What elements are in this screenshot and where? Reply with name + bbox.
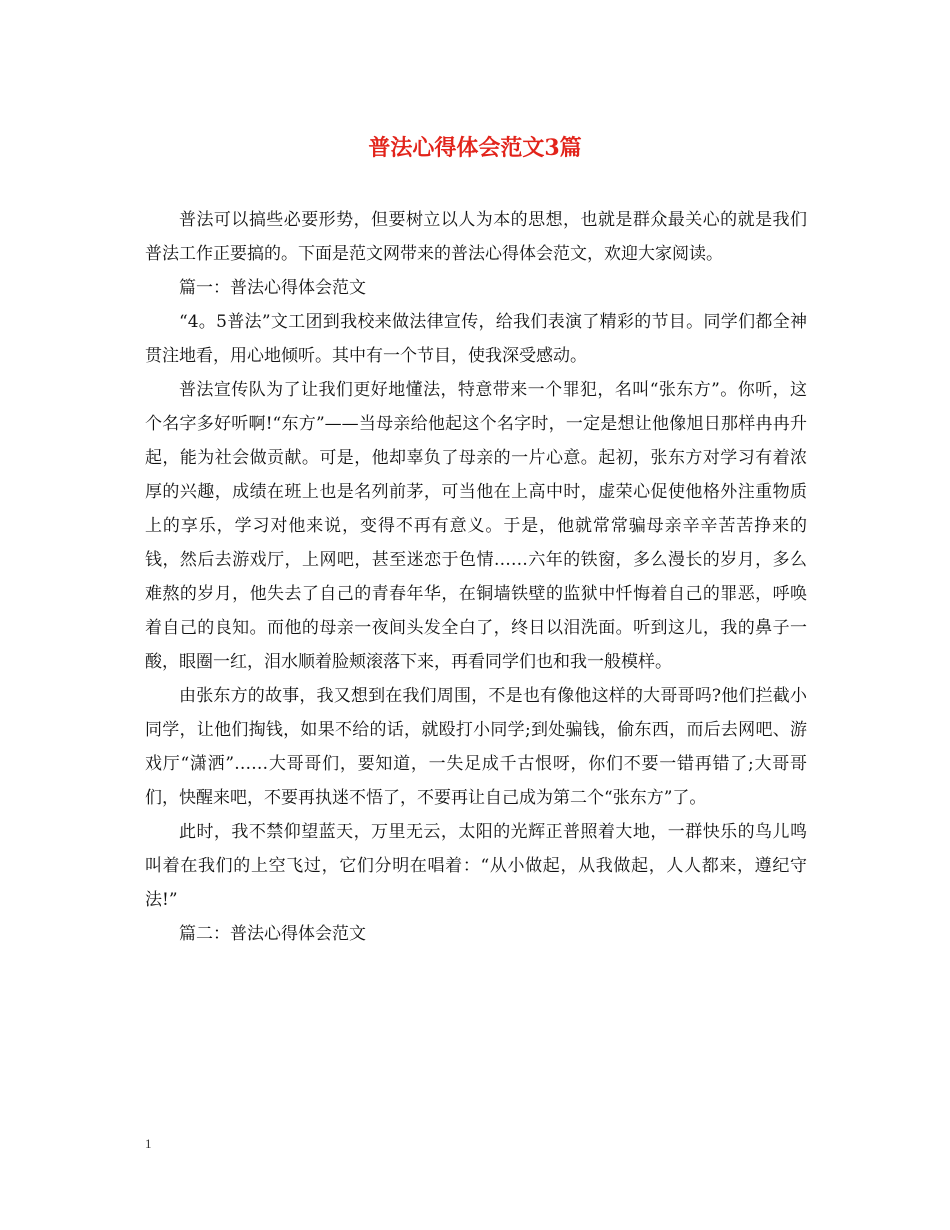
page-number: 1	[145, 1136, 152, 1151]
body-paragraph: 由张东方的故事，我又想到在我们周围，不是也有像他这样的大哥哥吗?他们拦截小同学，让他们掏钱，如果不给的话，就殴打小同学;到处骗钱，偷东西，而后去网吧、游戏厅“潇洒”……大哥哥们，要知道，一失足成千古恨呀，你们不要一错再错了;大哥哥们，快醒来吧，不要再执迷不悟了，不要再让自己成为第二个“张东方”了。	[145, 686, 807, 808]
body-paragraph: 普法宣传队为了让我们更好地懂法，特意带来一个罪犯，名叫“张东方”。你听，这个名字多好听啊!“东方”——当母亲给他起这个名字时，一定是想让他像旭日那样冉冉升起，能为社会做贡献。可是，他却辜负了母亲的一片心意。起初，张东方对学习有着浓厚的兴趣，成绩在班上也是名列前茅，可当他在上高中时，虚荣心促使他格外注重物质上的享乐，学习对他来说，变得不再有意义。于是，他就常常骗母亲辛辛苦苦挣来的钱，然后去游戏厅，上网吧，甚至迷恋于色情……六年的铁窗，多么漫长的岁月，多么难熬的岁月，他失去了自己的青春年华，在铜墙铁壁的监狱中忏悔着自己的罪恶，呼唤着自己的良知。而他的母亲一夜间头发全白了，终日以泪洗面。听到这儿，我的鼻子一酸，眼圈一红，泪水顺着脸颊滚落下来，再看同学们也和我一般模样。	[145, 380, 807, 672]
intro-paragraph: 普法可以搞些必要形势，但要树立以人为本的思想，也就是群众最关心的就是我们普法工作正要搞的。下面是范文网带来的普法心得体会范文，欢迎大家阅读。	[145, 210, 807, 264]
document-body	[145, 203, 807, 951]
body-paragraph: 此时，我不禁仰望蓝天，万里无云，太阳的光辉正普照着大地，一群快乐的鸟儿鸣叫着在我们的上空飞过，它们分明在唱着：“从小做起，从我做起，人人都来，遵纪守法!”	[145, 822, 807, 910]
section-heading-1: 篇一：普法心得体会范文	[179, 278, 366, 298]
document-title: 普法心得体会范文3篇	[368, 135, 582, 161]
body-paragraph: “4。5普法”文工团到我校来做法律宣传，给我们表演了精彩的节目。同学们都全神贯注地看，用心地倾听。其中有一个节目，使我深受感动。	[145, 312, 807, 366]
section-heading-2: 篇二：普法心得体会范文	[179, 924, 366, 944]
